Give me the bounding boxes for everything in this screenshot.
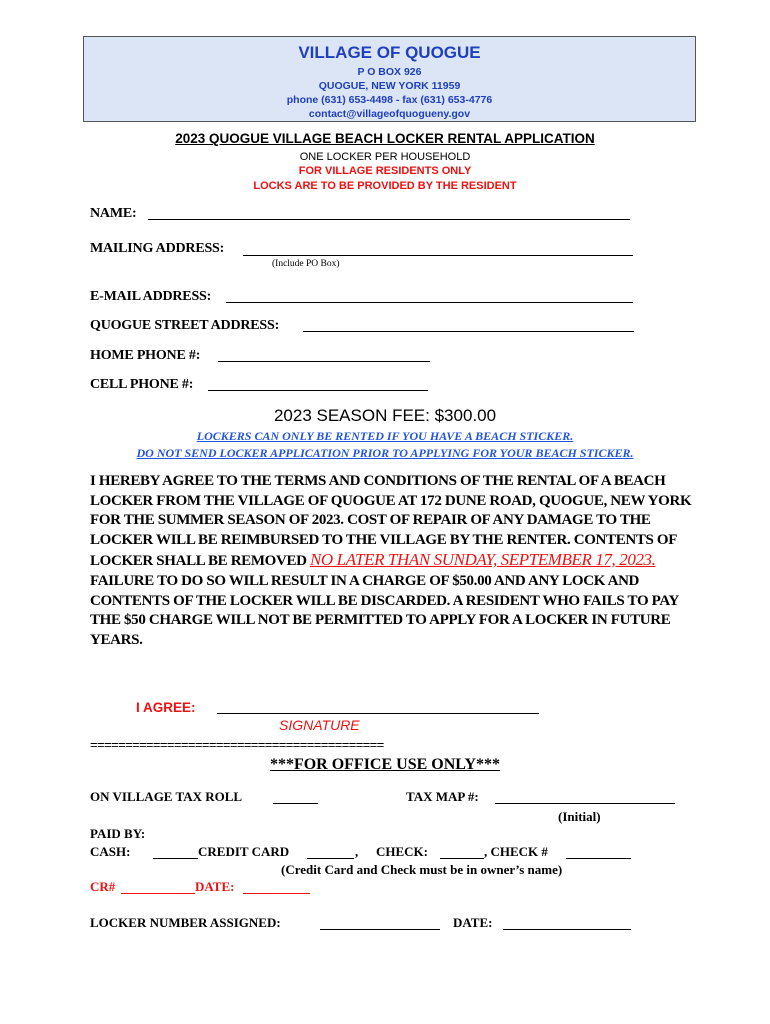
initial-label: (Initial) xyxy=(558,809,601,824)
include-po-box-hint: (Include PO Box) xyxy=(272,259,340,269)
email-address-label: E-MAIL ADDRESS: xyxy=(90,289,212,304)
cell-phone-label: CELL PHONE #: xyxy=(90,377,194,392)
office-use-title-wrap xyxy=(0,756,770,774)
removal-deadline: NO LATER THAN SUNDAY, SEPTEMBER 17, 2023. xyxy=(309,550,656,570)
tax-roll-field[interactable] xyxy=(273,803,318,804)
credit-card-label: CREDIT CARD xyxy=(198,844,290,859)
home-phone-field[interactable] xyxy=(218,361,430,362)
terms-part-2: FAILURE TO DO SO WILL RESULT IN A CHARGE OF $50.00 AND ANY LOCK AND CONTENTS OF THE LOCKER WILL BE DISCARDED. A RESIDENT WHO FAILS TO PAY THE $50 CHARGE WILL NOT BE PERMITTED TO APPLY FOR A LOCKER IN FUTURE YEARS. xyxy=(90,572,679,648)
locks-note: LOCKS ARE TO BE PROVIDED BY THE RESIDENT xyxy=(253,180,517,192)
signature-field[interactable] xyxy=(217,713,539,714)
tax-roll-label: ON VILLAGE TAX ROLL xyxy=(90,789,243,804)
agree-label: I AGREE: xyxy=(136,700,196,715)
cr-number-label: CR# xyxy=(90,879,116,894)
sticker-notice-2: DO NOT SEND LOCKER APPLICATION PRIOR TO APPLYING FOR YOUR BEACH STICKER. xyxy=(136,446,634,460)
locker-date-label: DATE: xyxy=(453,915,493,930)
street-address-label: QUOGUE STREET ADDRESS: xyxy=(90,318,280,333)
mailing-address-label: MAILING ADDRESS: xyxy=(90,241,225,256)
tax-map-label: TAX MAP #: xyxy=(406,789,479,804)
po-box: P O BOX 926 xyxy=(357,66,422,78)
terms-paragraph xyxy=(90,472,700,650)
locker-date-field[interactable] xyxy=(503,929,631,930)
locker-number-field[interactable] xyxy=(320,929,440,930)
check-number-field[interactable] xyxy=(566,858,631,859)
name-label: NAME: xyxy=(90,206,137,221)
cr-number-field[interactable] xyxy=(121,893,195,894)
check-field[interactable] xyxy=(440,858,484,859)
credit-card-field[interactable] xyxy=(307,858,354,859)
home-phone-label: HOME PHONE #: xyxy=(90,348,201,363)
email-line: contact@villageofquogueny.gov xyxy=(308,108,471,120)
cr-date-field[interactable] xyxy=(243,893,310,894)
separator-line: ========================================== xyxy=(90,737,384,752)
residents-only-note: FOR VILLAGE RESIDENTS ONLY xyxy=(298,165,472,177)
locker-number-label: LOCKER NUMBER ASSIGNED: xyxy=(90,915,281,930)
signature-caption: SIGNATURE xyxy=(279,717,360,733)
cell-phone-field[interactable] xyxy=(208,390,428,391)
cr-date-label: DATE: xyxy=(195,879,235,894)
name-field[interactable] xyxy=(148,219,630,220)
village-title: VILLAGE OF QUOGUE xyxy=(298,43,481,62)
cash-label: CASH: xyxy=(90,844,131,859)
comma-separator: , xyxy=(355,844,359,859)
sticker-notice-1: LOCKERS CAN ONLY BE RENTED IF YOU HAVE A BEACH STICKER. xyxy=(196,429,574,443)
cash-field[interactable] xyxy=(153,858,198,859)
check-number-label: , CHECK # xyxy=(484,844,548,859)
one-locker-note: ONE LOCKER PER HOUSEHOLD xyxy=(299,151,471,163)
mailing-address-field[interactable] xyxy=(243,255,633,256)
paid-by-label: PAID BY: xyxy=(90,826,146,841)
street-address-field[interactable] xyxy=(303,331,634,332)
header-box xyxy=(83,36,696,122)
season-fee: 2023 SEASON FEE: $300.00 xyxy=(273,406,497,425)
office-use-title: ***FOR OFFICE USE ONLY*** xyxy=(269,756,501,773)
city-line: QUOGUE, NEW YORK 11959 xyxy=(318,80,461,92)
tax-map-field[interactable] xyxy=(495,803,675,804)
form-title: 2023 QUOGUE VILLAGE BEACH LOCKER RENTAL APPLICATION xyxy=(175,131,595,146)
terms-part-1: I HEREBY AGREE TO THE TERMS AND CONDITIONS OF THE RENTAL OF A BEACH LOCKER FROM THE VILLAGE OF QUOGUE AT 172 DUNE ROAD, QUOGUE, NEW YORK FOR THE SUMMER SEASON OF 2023. COST OF REPAIR OF ANY DAMAGE TO THE LOCKER WILL BE REIMBURSED TO THE VILLAGE BY THE RENTER. CONTENTS OF LOCKER SHALL BE REMOVED xyxy=(90,473,692,570)
owner-name-note: (Credit Card and Check must be in owner’s name) xyxy=(281,862,563,877)
form-title-wrap xyxy=(0,131,770,146)
check-label: CHECK: xyxy=(376,844,428,859)
email-address-field[interactable] xyxy=(226,302,633,303)
phone-fax-line: phone (631) 653-4498 - fax (631) 653-4776 xyxy=(286,94,493,106)
